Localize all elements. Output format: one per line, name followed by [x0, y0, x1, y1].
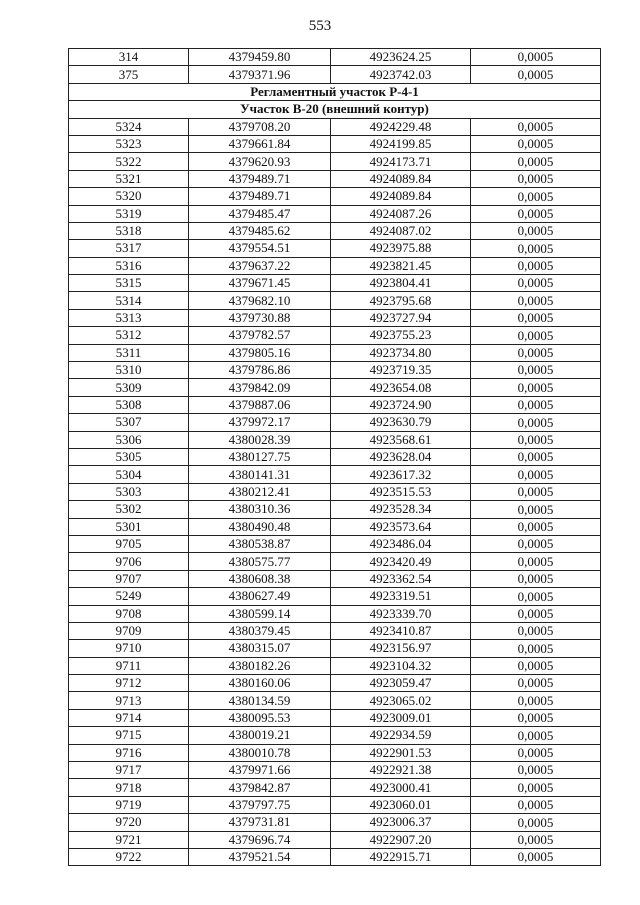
x-coordinate-cell: 4379797.75 [189, 796, 331, 813]
point-number-cell: 5302 [69, 501, 189, 518]
x-coordinate-cell: 4379485.62 [189, 222, 331, 239]
table-row [69, 205, 601, 222]
y-coordinate-cell: 4923624.25 [331, 49, 471, 66]
subsection-title-row [69, 101, 601, 118]
table-row [69, 344, 601, 361]
y-coordinate-cell: 4924089.84 [331, 170, 471, 187]
x-coordinate-cell: 4380490.48 [189, 518, 331, 535]
point-number-cell: 9705 [69, 535, 189, 552]
table-row [69, 292, 601, 309]
y-coordinate-cell: 4924199.85 [331, 135, 471, 152]
x-coordinate-cell: 4379696.74 [189, 831, 331, 848]
table-row [69, 692, 601, 709]
table-row [69, 553, 601, 570]
table-row [69, 431, 601, 448]
table-row [69, 327, 601, 344]
y-coordinate-cell: 4922934.59 [331, 727, 471, 744]
table-row [69, 831, 601, 848]
point-number-cell: 5320 [69, 188, 189, 205]
x-coordinate-cell: 4380538.87 [189, 535, 331, 552]
y-coordinate-cell: 4923065.02 [331, 692, 471, 709]
table-row [69, 257, 601, 274]
y-coordinate-cell: 4923515.53 [331, 483, 471, 500]
table-row [69, 66, 601, 83]
error-cell: 0,0005 [471, 709, 601, 726]
table-row [69, 240, 601, 257]
error-cell: 0,0005 [471, 188, 601, 205]
x-coordinate-cell: 4379805.16 [189, 344, 331, 361]
x-coordinate-cell: 4379842.09 [189, 379, 331, 396]
x-coordinate-cell: 4380134.59 [189, 692, 331, 709]
x-coordinate-cell: 4379971.66 [189, 762, 331, 779]
table-row [69, 848, 601, 865]
x-coordinate-cell: 4379708.20 [189, 118, 331, 135]
x-coordinate-cell: 4379682.10 [189, 292, 331, 309]
point-number-cell: 9713 [69, 692, 189, 709]
x-coordinate-cell: 4379661.84 [189, 135, 331, 152]
y-coordinate-cell: 4923319.51 [331, 588, 471, 605]
error-cell: 0,0005 [471, 49, 601, 66]
point-number-cell: 9720 [69, 814, 189, 831]
table-row [69, 222, 601, 239]
table-row [69, 640, 601, 657]
table-row [69, 483, 601, 500]
y-coordinate-cell: 4923654.08 [331, 379, 471, 396]
point-number-cell: 5317 [69, 240, 189, 257]
point-number-cell: 5318 [69, 222, 189, 239]
x-coordinate-cell: 4380599.14 [189, 605, 331, 622]
y-coordinate-cell: 4924173.71 [331, 153, 471, 170]
table-row [69, 588, 601, 605]
table-row [69, 657, 601, 674]
x-coordinate-cell: 4379620.93 [189, 153, 331, 170]
x-coordinate-cell: 4379842.87 [189, 779, 331, 796]
x-coordinate-cell: 4379782.57 [189, 327, 331, 344]
table-row [69, 744, 601, 761]
point-number-cell: 5314 [69, 292, 189, 309]
section-title: Регламентный участок Р-4-1 [69, 83, 601, 100]
point-number-cell: 5315 [69, 275, 189, 292]
point-number-cell: 9708 [69, 605, 189, 622]
point-number-cell: 9714 [69, 709, 189, 726]
x-coordinate-cell: 4379730.88 [189, 309, 331, 326]
x-coordinate-cell: 4379786.86 [189, 362, 331, 379]
y-coordinate-cell: 4923156.97 [331, 640, 471, 657]
y-coordinate-cell: 4923795.68 [331, 292, 471, 309]
table-row [69, 362, 601, 379]
point-number-cell: 5309 [69, 379, 189, 396]
point-number-cell: 9719 [69, 796, 189, 813]
point-number-cell: 9709 [69, 622, 189, 639]
table-row [69, 466, 601, 483]
table-row [69, 448, 601, 465]
error-cell: 0,0005 [471, 605, 601, 622]
y-coordinate-cell: 4923410.87 [331, 622, 471, 639]
x-coordinate-cell: 4379489.71 [189, 188, 331, 205]
y-coordinate-cell: 4923528.34 [331, 501, 471, 518]
x-coordinate-cell: 4379371.96 [189, 66, 331, 83]
x-coordinate-cell: 4380010.78 [189, 744, 331, 761]
y-coordinate-cell: 4923719.35 [331, 362, 471, 379]
y-coordinate-cell: 4923104.32 [331, 657, 471, 674]
point-number-cell: 9711 [69, 657, 189, 674]
x-coordinate-cell: 4379489.71 [189, 170, 331, 187]
y-coordinate-cell: 4924089.84 [331, 188, 471, 205]
table-row [69, 414, 601, 431]
x-coordinate-cell: 4379731.81 [189, 814, 331, 831]
y-coordinate-cell: 4923630.79 [331, 414, 471, 431]
x-coordinate-cell: 4380160.06 [189, 675, 331, 692]
x-coordinate-cell: 4379972.17 [189, 414, 331, 431]
y-coordinate-cell: 4922915.71 [331, 848, 471, 865]
error-cell: 0,0005 [471, 379, 601, 396]
y-coordinate-cell: 4923420.49 [331, 553, 471, 570]
y-coordinate-cell: 4923617.32 [331, 466, 471, 483]
error-cell: 0,0005 [471, 170, 601, 187]
error-cell: 0,0005 [471, 622, 601, 639]
page-number: 553 [308, 18, 332, 34]
error-cell: 0,0005 [471, 466, 601, 483]
x-coordinate-cell: 4380028.39 [189, 431, 331, 448]
error-cell: 0,0005 [471, 327, 601, 344]
x-coordinate-cell: 4380627.49 [189, 588, 331, 605]
table-row [69, 535, 601, 552]
table-row [69, 518, 601, 535]
error-cell: 0,0005 [471, 153, 601, 170]
error-cell: 0,0005 [471, 796, 601, 813]
x-coordinate-cell: 4380310.36 [189, 501, 331, 518]
table-row [69, 814, 601, 831]
table-row [69, 275, 601, 292]
error-cell: 0,0005 [471, 727, 601, 744]
y-coordinate-cell: 4923059.47 [331, 675, 471, 692]
table-row [69, 49, 601, 66]
point-number-cell: 9718 [69, 779, 189, 796]
point-number-cell: 5310 [69, 362, 189, 379]
x-coordinate-cell: 4380575.77 [189, 553, 331, 570]
y-coordinate-cell: 4923362.54 [331, 570, 471, 587]
x-coordinate-cell: 4380212.41 [189, 483, 331, 500]
x-coordinate-cell: 4379485.47 [189, 205, 331, 222]
y-coordinate-cell: 4923804.41 [331, 275, 471, 292]
error-cell: 0,0005 [471, 257, 601, 274]
error-cell: 0,0005 [471, 535, 601, 552]
y-coordinate-cell: 4922907.20 [331, 831, 471, 848]
x-coordinate-cell: 4380095.53 [189, 709, 331, 726]
point-number-cell: 5322 [69, 153, 189, 170]
table-row [69, 135, 601, 152]
point-number-cell: 5306 [69, 431, 189, 448]
point-number-cell: 5313 [69, 309, 189, 326]
error-cell: 0,0005 [471, 831, 601, 848]
table-row [69, 796, 601, 813]
y-coordinate-cell: 4923060.01 [331, 796, 471, 813]
y-coordinate-cell: 4924229.48 [331, 118, 471, 135]
y-coordinate-cell: 4922921.38 [331, 762, 471, 779]
y-coordinate-cell: 4923727.94 [331, 309, 471, 326]
error-cell: 0,0005 [471, 692, 601, 709]
point-number-cell: 314 [69, 49, 189, 66]
error-cell: 0,0005 [471, 240, 601, 257]
point-number-cell: 5301 [69, 518, 189, 535]
error-cell: 0,0005 [471, 675, 601, 692]
x-coordinate-cell: 4379637.22 [189, 257, 331, 274]
table-row [69, 779, 601, 796]
table-row [69, 188, 601, 205]
error-cell: 0,0005 [471, 309, 601, 326]
y-coordinate-cell: 4923573.64 [331, 518, 471, 535]
point-number-cell: 5319 [69, 205, 189, 222]
error-cell: 0,0005 [471, 553, 601, 570]
point-number-cell: 5308 [69, 396, 189, 413]
error-cell: 0,0005 [471, 744, 601, 761]
x-coordinate-cell: 4380315.07 [189, 640, 331, 657]
point-number-cell: 9707 [69, 570, 189, 587]
error-cell: 0,0005 [471, 518, 601, 535]
point-number-cell: 5305 [69, 448, 189, 465]
point-number-cell: 9710 [69, 640, 189, 657]
point-number-cell: 9712 [69, 675, 189, 692]
point-number-cell: 5321 [69, 170, 189, 187]
table-row [69, 727, 601, 744]
table-row [69, 170, 601, 187]
y-coordinate-cell: 4923339.70 [331, 605, 471, 622]
point-number-cell: 9721 [69, 831, 189, 848]
table-row [69, 396, 601, 413]
x-coordinate-cell: 4380019.21 [189, 727, 331, 744]
x-coordinate-cell: 4379521.54 [189, 848, 331, 865]
y-coordinate-cell: 4924087.02 [331, 222, 471, 239]
error-cell: 0,0005 [471, 222, 601, 239]
error-cell: 0,0005 [471, 275, 601, 292]
point-number-cell: 5323 [69, 135, 189, 152]
error-cell: 0,0005 [471, 118, 601, 135]
table-row [69, 501, 601, 518]
y-coordinate-cell: 4923628.04 [331, 448, 471, 465]
y-coordinate-cell: 4923486.04 [331, 535, 471, 552]
section-title-row [69, 83, 601, 100]
error-cell: 0,0005 [471, 501, 601, 518]
table-row [69, 675, 601, 692]
x-coordinate-cell: 4379887.06 [189, 396, 331, 413]
error-cell: 0,0005 [471, 779, 601, 796]
y-coordinate-cell: 4923009.01 [331, 709, 471, 726]
error-cell: 0,0005 [471, 431, 601, 448]
y-coordinate-cell: 4923734.80 [331, 344, 471, 361]
table-row [69, 570, 601, 587]
point-number-cell: 9716 [69, 744, 189, 761]
table-body [69, 49, 601, 866]
table-row [69, 709, 601, 726]
error-cell: 0,0005 [471, 483, 601, 500]
y-coordinate-cell: 4923724.90 [331, 396, 471, 413]
point-number-cell: 5311 [69, 344, 189, 361]
error-cell: 0,0005 [471, 640, 601, 657]
x-coordinate-cell: 4379554.51 [189, 240, 331, 257]
table-row [69, 153, 601, 170]
x-coordinate-cell: 4380182.26 [189, 657, 331, 674]
y-coordinate-cell: 4923006.37 [331, 814, 471, 831]
table-row [69, 605, 601, 622]
x-coordinate-cell: 4380141.31 [189, 466, 331, 483]
point-number-cell: 5316 [69, 257, 189, 274]
point-number-cell: 9715 [69, 727, 189, 744]
error-cell: 0,0005 [471, 762, 601, 779]
point-number-cell: 9722 [69, 848, 189, 865]
error-cell: 0,0005 [471, 657, 601, 674]
point-number-cell: 5249 [69, 588, 189, 605]
point-number-cell: 375 [69, 66, 189, 83]
error-cell: 0,0005 [471, 396, 601, 413]
y-coordinate-cell: 4923742.03 [331, 66, 471, 83]
point-number-cell: 9717 [69, 762, 189, 779]
error-cell: 0,0005 [471, 362, 601, 379]
table-row [69, 622, 601, 639]
error-cell: 0,0005 [471, 135, 601, 152]
x-coordinate-cell: 4380127.75 [189, 448, 331, 465]
point-number-cell: 5303 [69, 483, 189, 500]
point-number-cell: 5324 [69, 118, 189, 135]
y-coordinate-cell: 4923975.88 [331, 240, 471, 257]
error-cell: 0,0005 [471, 66, 601, 83]
error-cell: 0,0005 [471, 205, 601, 222]
point-number-cell: 5307 [69, 414, 189, 431]
y-coordinate-cell: 4923000.41 [331, 779, 471, 796]
error-cell: 0,0005 [471, 814, 601, 831]
y-coordinate-cell: 4923568.61 [331, 431, 471, 448]
y-coordinate-cell: 4924087.26 [331, 205, 471, 222]
error-cell: 0,0005 [471, 414, 601, 431]
table-row [69, 762, 601, 779]
y-coordinate-cell: 4922901.53 [331, 744, 471, 761]
error-cell: 0,0005 [471, 848, 601, 865]
x-coordinate-cell: 4379459.80 [189, 49, 331, 66]
error-cell: 0,0005 [471, 570, 601, 587]
subsection-title: Участок В-20 (внешний контур) [69, 101, 601, 118]
error-cell: 0,0005 [471, 448, 601, 465]
table-row [69, 379, 601, 396]
table-row [69, 118, 601, 135]
x-coordinate-cell: 4380379.45 [189, 622, 331, 639]
error-cell: 0,0005 [471, 344, 601, 361]
coordinates-table [68, 48, 601, 866]
x-coordinate-cell: 4379671.45 [189, 275, 331, 292]
point-number-cell: 9706 [69, 553, 189, 570]
point-number-cell: 5304 [69, 466, 189, 483]
point-number-cell: 5312 [69, 327, 189, 344]
error-cell: 0,0005 [471, 588, 601, 605]
table-row [69, 309, 601, 326]
y-coordinate-cell: 4923821.45 [331, 257, 471, 274]
x-coordinate-cell: 4380608.38 [189, 570, 331, 587]
y-coordinate-cell: 4923755.23 [331, 327, 471, 344]
error-cell: 0,0005 [471, 292, 601, 309]
